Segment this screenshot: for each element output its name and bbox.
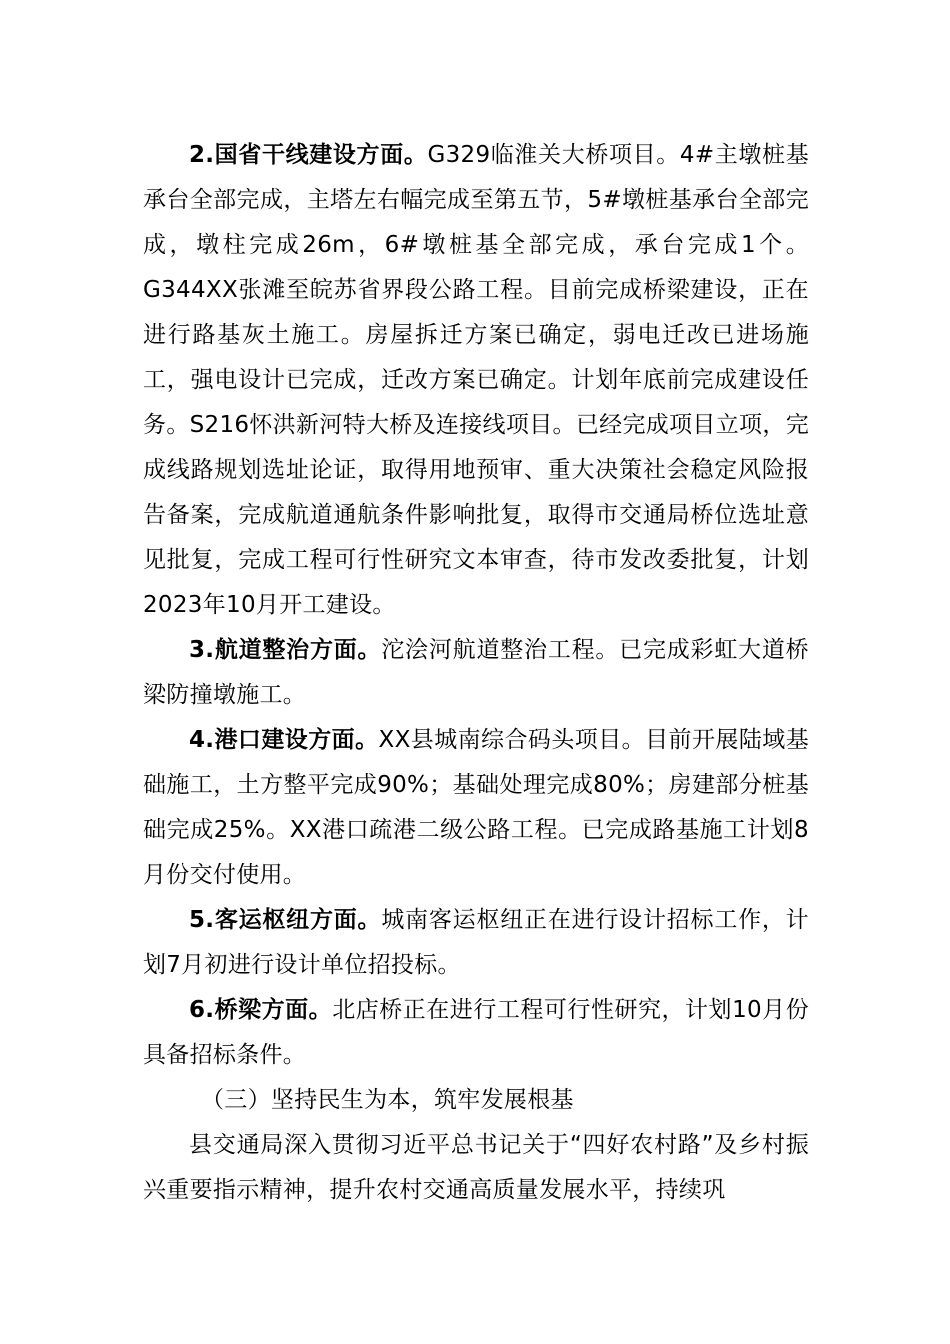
paragraph-closing: 县交通局深入贯彻习近平总书记关于“四好农村路”及乡村振兴重要指示精神，提升农村交通高质量发展水平，持续巩	[143, 1132, 809, 1203]
paragraph-text: 城南客运枢纽正在进行设计招标工作，计划7月初进行设计单位招投标。	[143, 907, 809, 978]
paragraph-text: G329临淮关大桥项目。4#主墩桩基承台全部完成，主塔左右幅完成至第五节，5#墩桩基承台全部完成，墩柱完成26m，6#墩桩基全部完成，承台完成1个。G344XX张滩至皖苏省界段公路工程。目前完成桥梁建设，正在进行路基灰土施工。房屋拆迁方案已确定，弱电迁改已进场施工，强电设计已完成，迁改方案已确定。计划年底前完成建设任务。S216怀洪新河特大桥及连接线项目。已经完成项目立项，完成线路规划选址论证，取得用地预审、重大决策社会稳定风险报告备案，完成航道通航条件影响批复，取得市交通局桥位选址意见批复，完成工程可行性研究文本审查，待市发改委批复，计划2023年10月开工建设。	[143, 142, 810, 618]
paragraph-passenger-hub	[143, 898, 809, 988]
paragraph-lead: 3.航道整治方面。	[189, 637, 382, 663]
paragraph-lead: 2.国省干线建设方面。	[189, 142, 428, 168]
paragraph-bridges	[143, 988, 809, 1078]
paragraph-waterway	[143, 628, 809, 718]
paragraph-port	[143, 718, 809, 898]
paragraph-text: 北店桥正在进行工程可行性研究，计划10月份具备招标条件。	[143, 997, 809, 1068]
document-body	[143, 133, 809, 1213]
paragraph-lead: 6.桥梁方面。	[189, 997, 333, 1023]
paragraph-lead: 5.客运枢纽方面。	[189, 907, 382, 933]
paragraph-text: XX县城南综合码头项目。目前开展陆域基础施工，土方整平完成90%；基础处理完成80%；房建部分桩基础完成25%。XX港口疏港二级公路工程。已完成路基施工计划8月份交付使用。	[143, 727, 809, 888]
section-subheading: （三）坚持民生为本，筑牢发展根基	[201, 1087, 574, 1113]
paragraph-trunk-roads	[143, 133, 809, 628]
paragraph-lead: 4.港口建设方面。	[189, 727, 379, 753]
paragraph-text: 沱浍河航道整治工程。已完成彩虹大道桥梁防撞墩施工。	[143, 637, 809, 708]
